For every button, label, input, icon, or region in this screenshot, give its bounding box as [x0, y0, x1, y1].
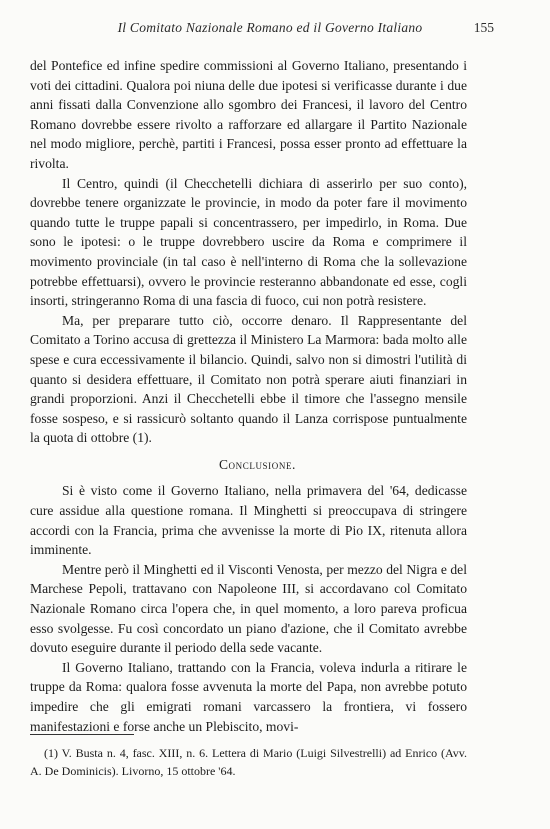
paragraph-governo: Si è visto come il Governo Italiano, nella primavera del '64, dedicasse cure assidue alla questione romana. Il Minghetti si preoccupava di stringere accordi con la Francia, prima che avvenisse la morte di Pio IX, ritenuta allora imminente.	[30, 483, 467, 558]
footnote-divider	[30, 734, 134, 735]
paragraph-francia: Il Governo Italiano, trattando con la Francia, voleva indurla a ritirare le truppe da Roma: qualora fosse avvenuta la morte del Papa, non avrebbe potuto impedire che gli emigrati romani varcassero la frontiera, vi fossero manifestazioni e forse anche un Plebiscito, movi-	[30, 659, 467, 734]
running-head	[0, 16, 550, 40]
body-text	[30, 56, 467, 736]
running-title: Il Comitato Nazionale Romano ed il Governo Italiano	[117, 20, 423, 35]
section-heading: Conclusione.	[218, 456, 297, 472]
paragraph-continuation: del Pontefice ed infine spedire commissioni al Governo Italiano, presentando i voti dei cittadini. Qualora poi niuna delle due ipotesi si verificasse durante i due anni fissati dalla Convenzione allo sgombro dei Francesi, il lavoro del Centro Romano dovrebbe essere rivolto a rafforzare ed allargare il Partito Nazionale nel modo migliore, perchè, partiti i Francesi, possa esser pronto ad effettuare la rivolta.	[30, 58, 467, 171]
paragraph-centro: Il Centro, quindi (il Checchetelli dichiara di asserirlo per suo conto), dovrebbe tenere organizzate le provincie, in modo da poter fare il movimento quando tutte le truppe papali si concentrassero, per impedirlo, in Roma. Due sono le ipotesi: o le truppe dovrebbero uscire da Roma e comprimere il movimento provinciale (in tal caso è nell'interno di Roma che la sollevazione potrebbe effettuarsi), ovvero le provincie resteranno abbandonate ed esse, cogli insorti, stringeranno Roma di una fascia di fuoco, cui non potrà resistere.	[30, 175, 467, 309]
footnote: (1) V. Busta n. 4, fasc. XIII, n. 6. Lettera di Mario (Luigi Silvestrelli) ad Enrico (Avv. A. De Dominicis). Livorno, 15 ottobre '64.	[30, 746, 467, 778]
page-number: 155	[473, 20, 494, 35]
paragraph-denaro: Ma, per preparare tutto ciò, occorre denaro. Il Rappresentante del Comitato a Torino accusa di grettezza il Ministero La Marmora: bada molto alle spese e cura eccessivamente il bilancio. Quindi, salvo non si dimostri l'utilità di quanto si desidera effettuare, il Comitato non potrà sperare aiuti finanziari in grandi proporzioni. Anzi il Checchetelli ebbe il timore che l'assegno mensile fosse sospeso, e si rassicurò soltanto quando il Lanza corrispose puntualmente la quota di ottobre (1).	[30, 312, 467, 446]
paragraph-minghetti: Mentre però il Minghetti ed il Visconti Venosta, per mezzo del Nigra e del Marchese Pepoli, trattavano con Napoleone III, si accordavano col Comitato Nazionale Romano circa l'opera che, in quel momento, a loro pareva proficua esso svolgesse. Fu così concordato un piano d'azione, che il Comitato avrebbe dovuto eseguire durante il periodo della sede vacante.	[30, 561, 467, 656]
